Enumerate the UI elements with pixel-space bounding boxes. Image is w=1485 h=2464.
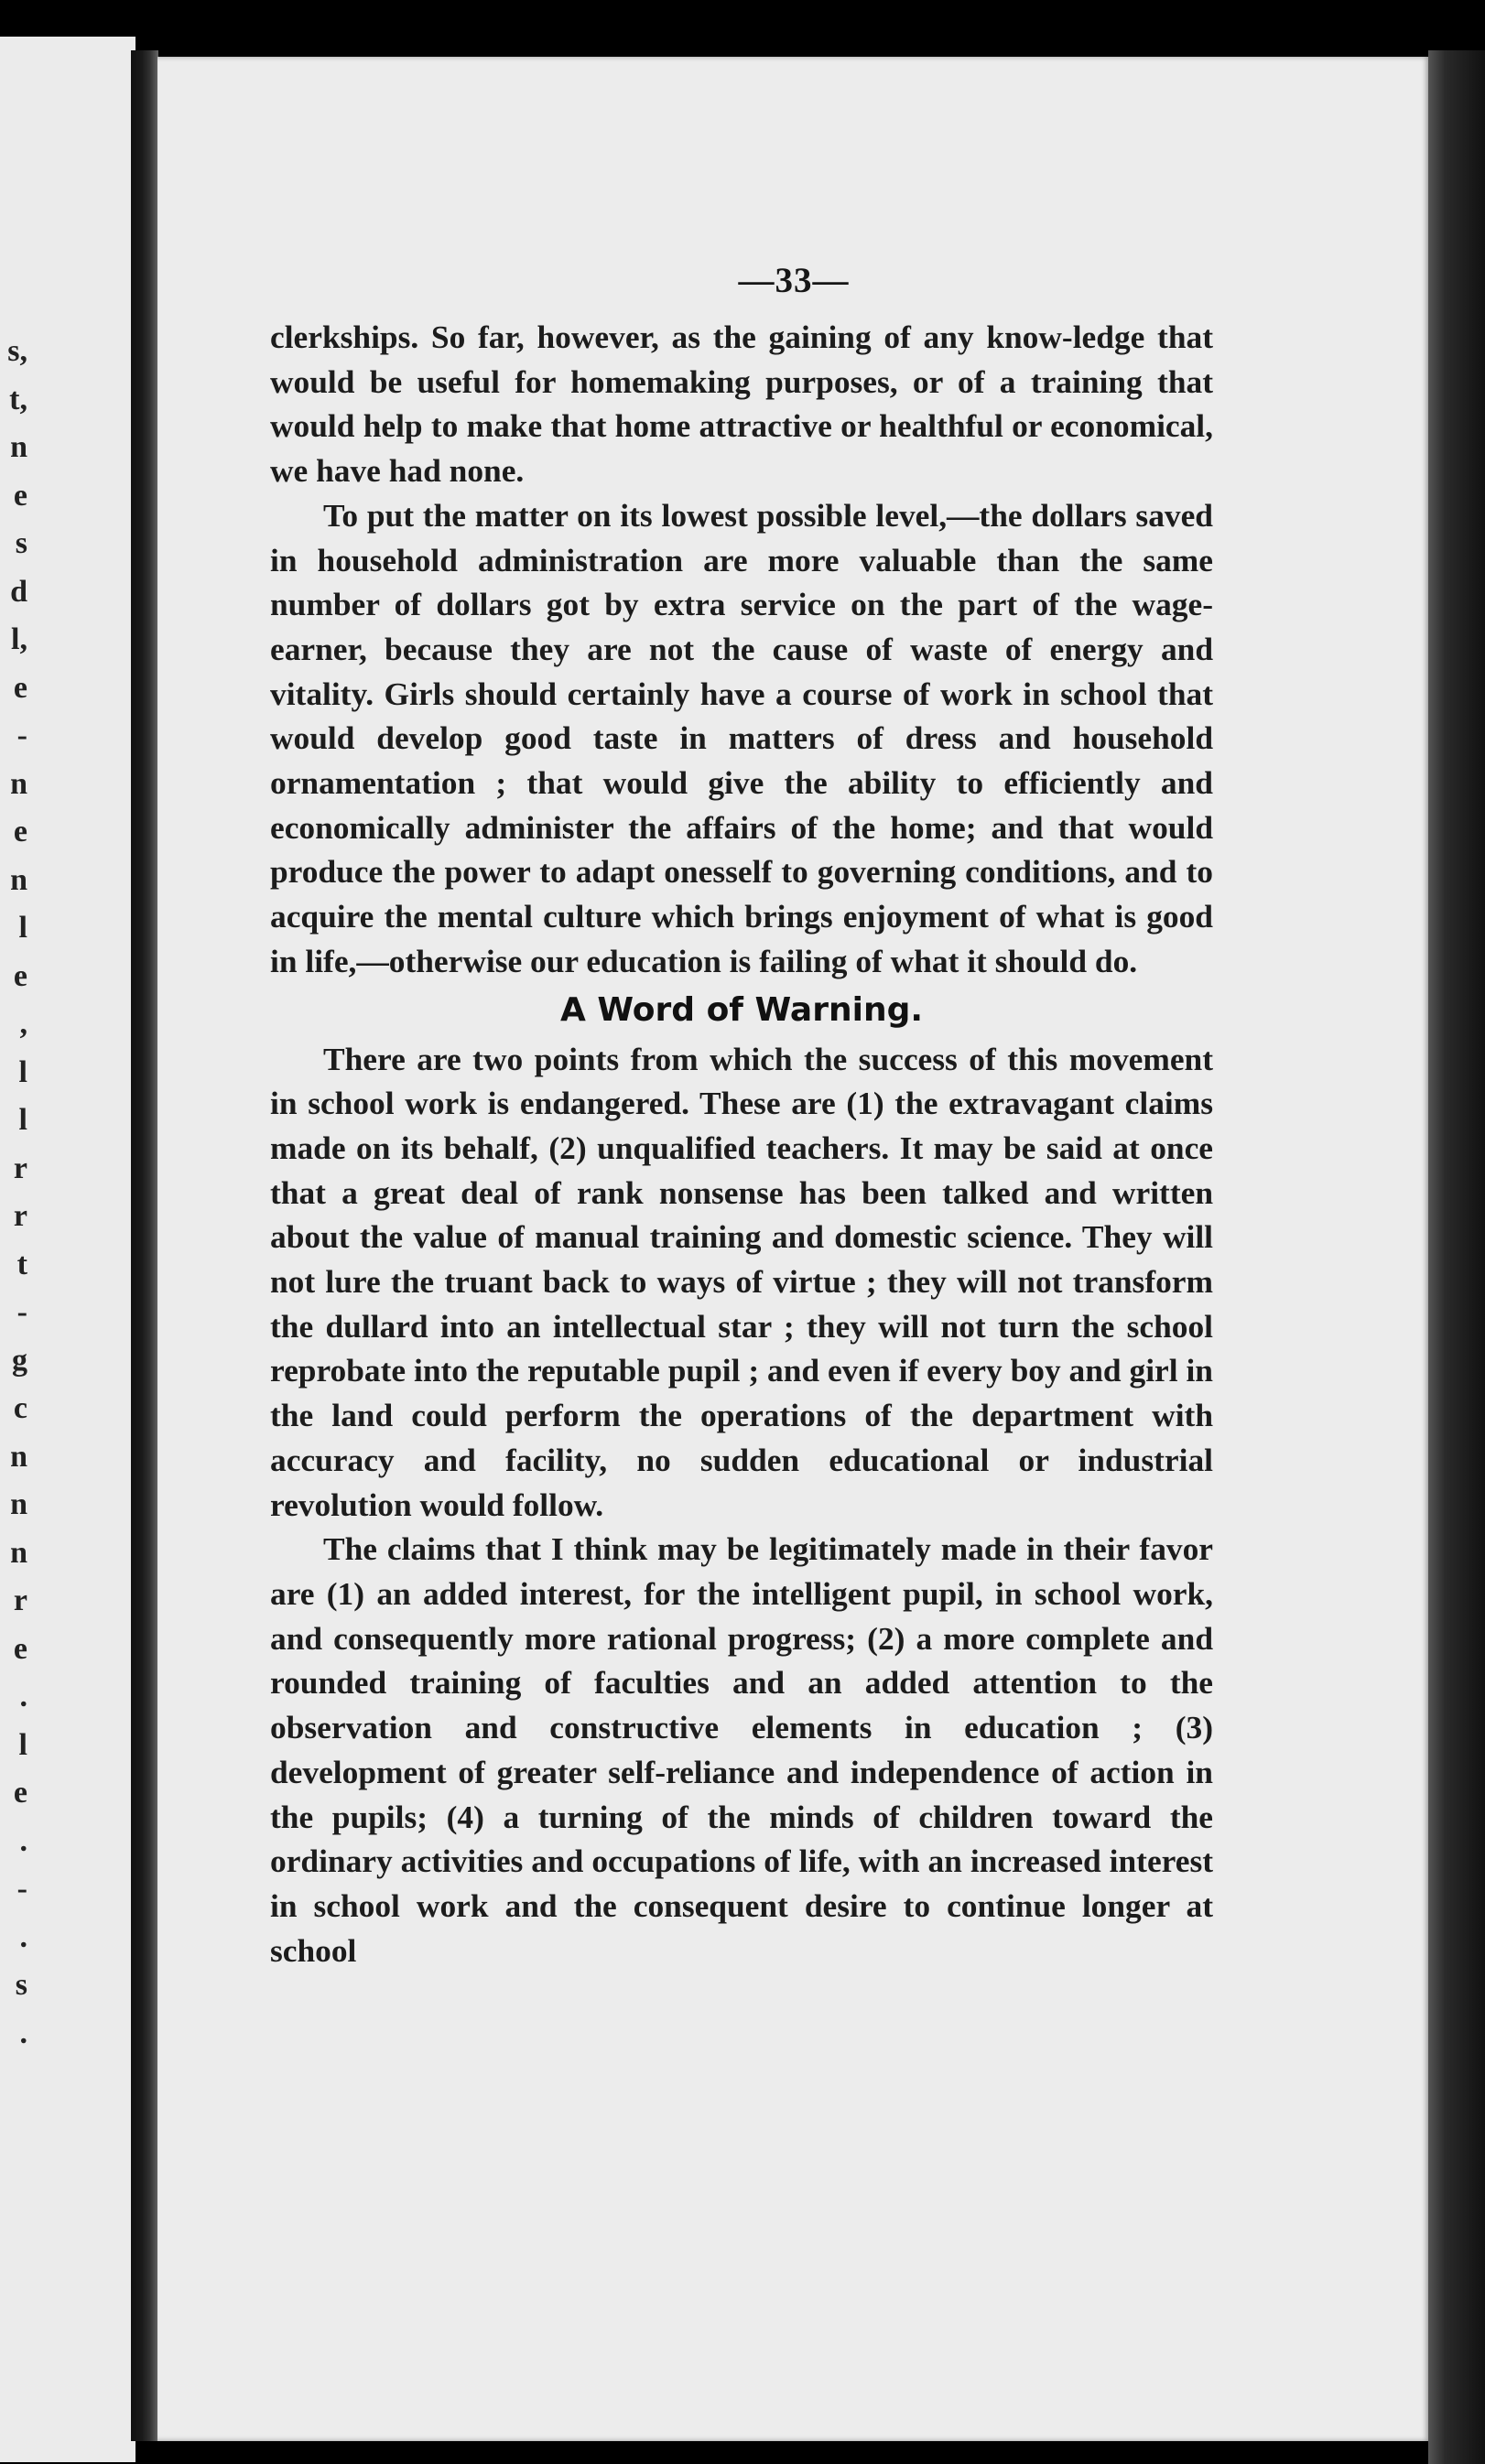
left-page-text-fragment: s	[15, 526, 27, 560]
left-page-text-fragment: e	[13, 1776, 27, 1810]
left-page-text-fragment: t	[16, 1247, 27, 1281]
paragraph: To put the matter on its lowest possible level,—the dollars saved in household administration are more valuable than the same number of dollars got by extra service on the part of the wage-earner, because they are not the cause of waste of energy and vitality. Girls should certainly have a course of work in school that would develop good taste in matters of dress and household ornamentation ; that would give the ability to efficiently and economically administer the affairs of the home; and that would produce the power to adapt onesself to governing conditions, and to acquire the mental culture which brings enjoyment of what is good in life,—otherwise our education is failing of what it should do.	[270, 496, 1213, 979]
left-page-text-fragment: s	[15, 1968, 27, 2002]
left-page-text-fragment: l	[18, 1054, 27, 1089]
left-page-text-fragment: e	[13, 478, 27, 513]
paragraph: There are two points from which the success of this movement in school work is endangered. These are (1) the extravagant claims made on its behalf, (2) unqualified teachers. It may be said at once that a great deal of rank nonsense has been talked and written about the value of manual training and domestic science. They will not lure the truant back to ways of virtue ; they will not transform the dullard into an intellectual star ; they will not turn the school reprobate into the reputable pupil ; and even if every boy and girl in the land could perform the operations of the department with accuracy and facility, no sudden educational or industrial revolution would follow.	[270, 1040, 1213, 1523]
paragraph: The claims that I think may be legitimately made in their favor are (1) an added interest, for the intelligent pupil, in school work, and consequently more rational progress; (2) a more complete and rounded training of faculties and an added attention to the observation and constructive elements in education ; (3) development of greater self-reliance and independence of action in the pupils; (4) a turning of the minds of children toward the ordinary activities and occupations of life, with an increased interest in school work and the consequent desire to continue longer at school	[270, 1530, 1213, 1969]
left-page-text-fragment: -	[16, 719, 27, 752]
left-page-text-fragment: l	[18, 911, 27, 945]
left-page-text-fragment: d	[10, 574, 27, 609]
paragraph: clerkships. So far, however, as the gaining of any know-ledge that would be useful for homemaking purposes, or of a training that would help to make that home attractive or healthful or economical, we have had none.	[270, 319, 1213, 490]
left-page-text-fragment: -	[16, 1295, 27, 1329]
left-page-text-fragment: e	[13, 958, 27, 993]
left-page-text-fragment: ,	[19, 1007, 27, 1041]
left-page-text-fragment: n	[10, 766, 27, 801]
left-page-text-fragment: n	[10, 430, 27, 464]
page-number: —33—	[738, 261, 850, 300]
section-heading: A Word of Warning.	[559, 990, 924, 1029]
left-page-text-fragment: .	[19, 1680, 27, 1713]
left-page-text-fragment: e	[13, 1631, 27, 1666]
book-gutter	[131, 50, 158, 2441]
left-page-text-fragment: .	[19, 1823, 27, 1858]
page-body	[270, 315, 1213, 1972]
left-page-text-fragment: l,	[11, 622, 27, 656]
book-page	[157, 57, 1430, 2441]
left-page-text-fragment: l	[18, 1103, 27, 1137]
left-page-text-fragment: g	[12, 1343, 27, 1378]
left-page-text-fragment: c	[13, 1391, 27, 1425]
left-page-text-fragment: r	[13, 1583, 27, 1617]
left-page-text-fragment: l	[18, 1727, 27, 1762]
left-page-text-fragment: n	[10, 1439, 27, 1474]
left-page-text-fragment: n	[10, 862, 27, 897]
left-page-text-fragment: -	[16, 1872, 27, 1906]
left-page-text-fragment: s,	[7, 334, 27, 368]
page-edge	[1428, 50, 1485, 2464]
left-facing-page	[0, 37, 135, 2462]
left-page-text-fragment: e	[13, 670, 27, 705]
left-page-text-fragment: e	[13, 815, 27, 848]
left-page-text-fragment: r	[13, 1151, 27, 1185]
left-page-text-fragment: n	[10, 1487, 27, 1521]
left-page-text-fragment: r	[13, 1199, 27, 1233]
left-page-text-fragment: .	[19, 2016, 27, 2050]
left-page-text-fragment: .	[19, 1919, 27, 1954]
left-page-text-fragment: n	[10, 1535, 27, 1570]
left-page-text-fragment: t,	[9, 382, 27, 416]
